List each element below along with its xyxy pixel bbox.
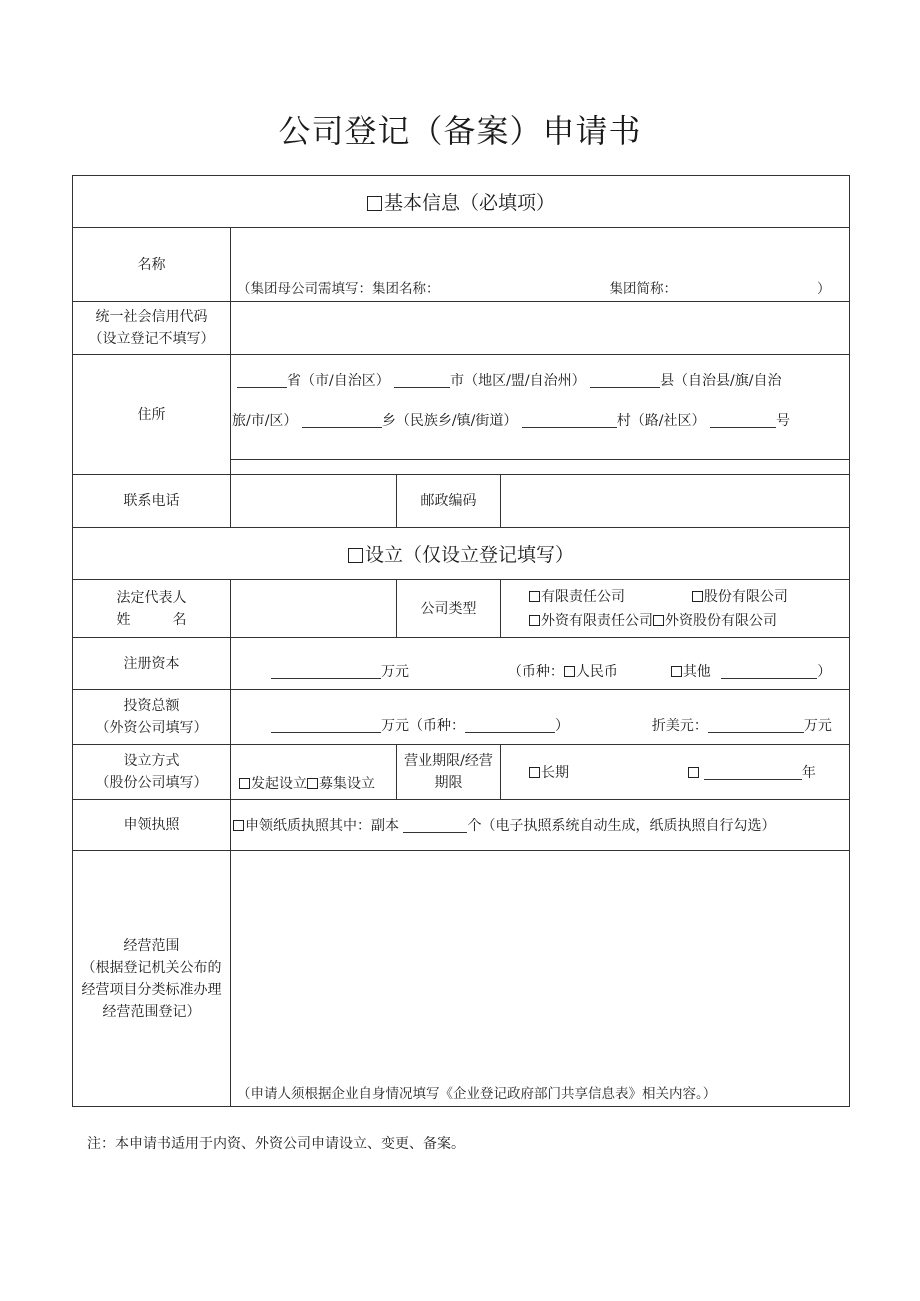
address-line-2: 旅/市/区） 乡（民族乡/镇/街道） 村（路/社区） 号 — [232, 413, 790, 429]
section-setup — [73, 528, 850, 580]
footnote: 注：本申请书适用于内资、外资公司申请设立、变更、备案。 — [87, 1136, 465, 1152]
investment-label: 投资总额 （外资公司填写） — [73, 690, 231, 745]
name-label: 名称 — [73, 228, 231, 302]
checkbox-icon[interactable] — [564, 666, 575, 677]
scope-label: 经营范围 （根据登记机关公布的 经营项目分类标准办理 经营范围登记） — [73, 851, 231, 1107]
method-promote-option[interactable]: 发起设立 — [239, 776, 307, 792]
scope-field[interactable] — [231, 851, 850, 1107]
checkbox-icon[interactable] — [653, 615, 664, 626]
credit-code-label: 统一社会信用代码 （设立登记不填写） — [73, 302, 231, 355]
checkbox-icon[interactable] — [233, 820, 244, 831]
section-checkbox[interactable] — [367, 196, 382, 211]
term-long-option[interactable]: 长期 — [529, 765, 569, 781]
name-field[interactable] — [231, 228, 850, 302]
method-raise-option[interactable]: 募集设立 — [307, 776, 375, 792]
checkbox-icon[interactable] — [529, 615, 540, 626]
checkbox-icon[interactable] — [239, 778, 250, 789]
checkbox-icon[interactable] — [671, 666, 682, 677]
section-basic-info — [73, 176, 850, 228]
checkbox-icon[interactable] — [688, 767, 699, 778]
term-label: 营业期限/经营 期限 — [397, 745, 501, 800]
license-label: 申领执照 — [73, 800, 231, 851]
postcode-label: 邮政编码 — [397, 475, 501, 528]
section-checkbox[interactable] — [348, 548, 363, 563]
capital-label: 注册资本 — [73, 638, 231, 690]
legal-rep-label: 法定代表人 姓 名 — [73, 580, 231, 638]
type-foreign-js-option[interactable]: 外资股份有限公司 — [653, 613, 777, 629]
credit-code-field[interactable] — [231, 302, 850, 355]
type-joint-stock-option[interactable]: 股份有限公司 — [692, 589, 788, 605]
type-foreign-llc-option[interactable]: 外资有限责任公司 — [529, 613, 653, 629]
phone-label: 联系电话 — [73, 475, 231, 528]
address-label: 住所 — [73, 355, 231, 475]
investment-field[interactable]: 万元（币种： ） 折美元： 万元 — [231, 690, 850, 745]
capital-field[interactable]: 万元 （币种： 人民币 其他 ） — [231, 638, 850, 690]
section-basic-title: 基本信息（必填项） — [384, 192, 556, 214]
address-underline — [231, 459, 849, 460]
company-type-label: 公司类型 — [397, 580, 501, 638]
checkbox-icon[interactable] — [529, 767, 540, 778]
checkbox-icon[interactable] — [692, 591, 703, 602]
section-setup-title: 设立（仅设立登记填写） — [365, 544, 575, 566]
method-label: 设立方式 （股份公司填写） — [73, 745, 231, 800]
term-options: 长期 年 — [501, 745, 850, 800]
name-hint: （集团母公司需填写：集团名称： 集团简称： ） — [237, 281, 831, 297]
method-options — [231, 745, 397, 800]
address-field[interactable] — [231, 355, 850, 475]
checkbox-icon[interactable] — [529, 591, 540, 602]
address-line-1: 省（市/自治区） 市（地区/盟/自治州） 县（自治县/旗/自治 — [237, 371, 849, 391]
scope-hint: （申请人须根据企业自身情况填写《企业登记政府部门共享信息表》相关内容。） — [237, 1086, 717, 1102]
type-llc-option[interactable]: 有限责任公司 — [529, 589, 625, 605]
legal-rep-field[interactable] — [231, 580, 397, 638]
company-type-options — [501, 580, 850, 638]
page-title: 公司登记（备案）申请书 — [278, 112, 642, 150]
license-field[interactable]: 申领纸质执照其中：副本 个（电子执照系统自动生成，纸质执照自行勾选） — [231, 800, 850, 851]
application-form — [72, 175, 850, 1107]
checkbox-icon[interactable] — [307, 778, 318, 789]
phone-field[interactable] — [231, 475, 397, 528]
postcode-field[interactable] — [501, 475, 850, 528]
